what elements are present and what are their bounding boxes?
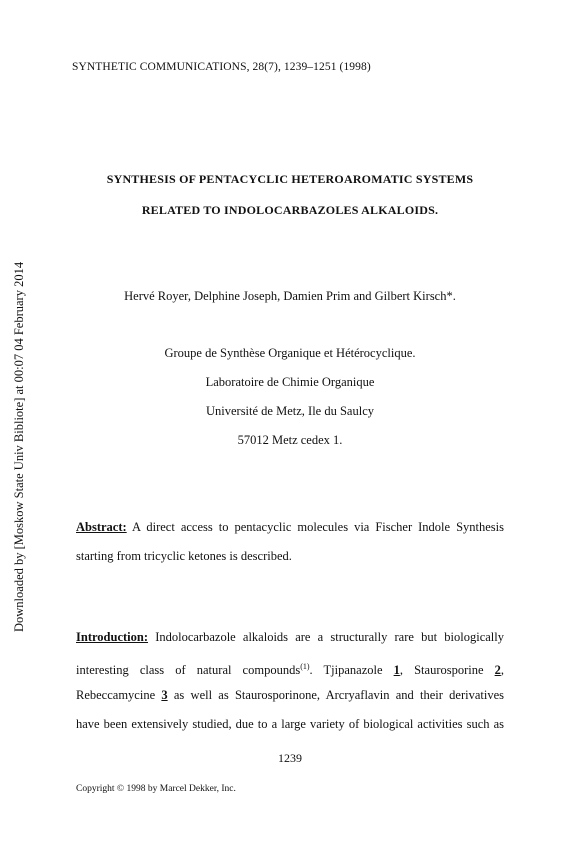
title-line-1: SYNTHESIS OF PENTACYCLIC HETEROAROMATIC SYSTEMS (106, 172, 474, 186)
introduction-text: as well as Staurosporinone, Arcryaflavin and their derivatives (167, 688, 504, 702)
introduction-text: , Staurosporine (399, 663, 495, 677)
introduction-line (76, 681, 504, 710)
introduction-heading: Introduction: (76, 630, 149, 644)
author-list: Hervé Royer, Delphine Joseph, Damien Prim and Gilbert Kirsch*. (124, 289, 456, 303)
introduction-text: interesting class of natural compounds (76, 663, 301, 677)
introduction-line: have been extensively studied, due to a large variety of biological activities such as (76, 717, 504, 731)
compound-number: 1 (393, 663, 400, 677)
citation-superscript: (1) (300, 662, 310, 671)
compound-number: 2 (494, 663, 501, 677)
abstract-heading: Abstract: (76, 520, 127, 534)
introduction-line (76, 652, 504, 681)
affiliation-line: 57012 Metz cedex 1. (237, 433, 343, 447)
copyright-notice: Copyright © 1998 by Marcel Dekker, Inc. (76, 784, 236, 794)
introduction-line (76, 623, 504, 652)
title-line-2: RELATED TO INDOLOCARBAZOLES ALKALOIDS. (141, 203, 439, 217)
affiliation-line: Université de Metz, Ile du Saulcy (205, 404, 374, 418)
affiliation-line: Groupe de Synthèse Organique et Hétérocyclique. (164, 346, 416, 360)
download-watermark: Downloaded by [Moskow State Univ Bibliote] at 00:07 04 February 2014 (12, 261, 26, 632)
introduction-text: , (500, 663, 504, 677)
compound-number: 3 (161, 688, 168, 702)
introduction-text: Indolocarbazole alkaloids are a structurally rare but biologically (155, 630, 504, 644)
affiliation-line: Laboratoire de Chimie Organique (205, 375, 375, 389)
abstract-text: A direct access to pentacyclic molecules via Fischer Indole Synthesis (132, 520, 505, 534)
introduction-paragraph (76, 623, 504, 739)
introduction-text: . Tjipanazole (309, 663, 394, 677)
page-number: 1239 (278, 751, 302, 765)
abstract-line: starting from tricyclic ketones is described. (76, 549, 292, 563)
introduction-text: Rebeccamycine (76, 688, 162, 702)
abstract-line (76, 513, 504, 542)
journal-header: SYNTHETIC COMMUNICATIONS, 28(7), 1239–1251 (1998) (72, 61, 371, 73)
abstract-paragraph (76, 513, 504, 571)
